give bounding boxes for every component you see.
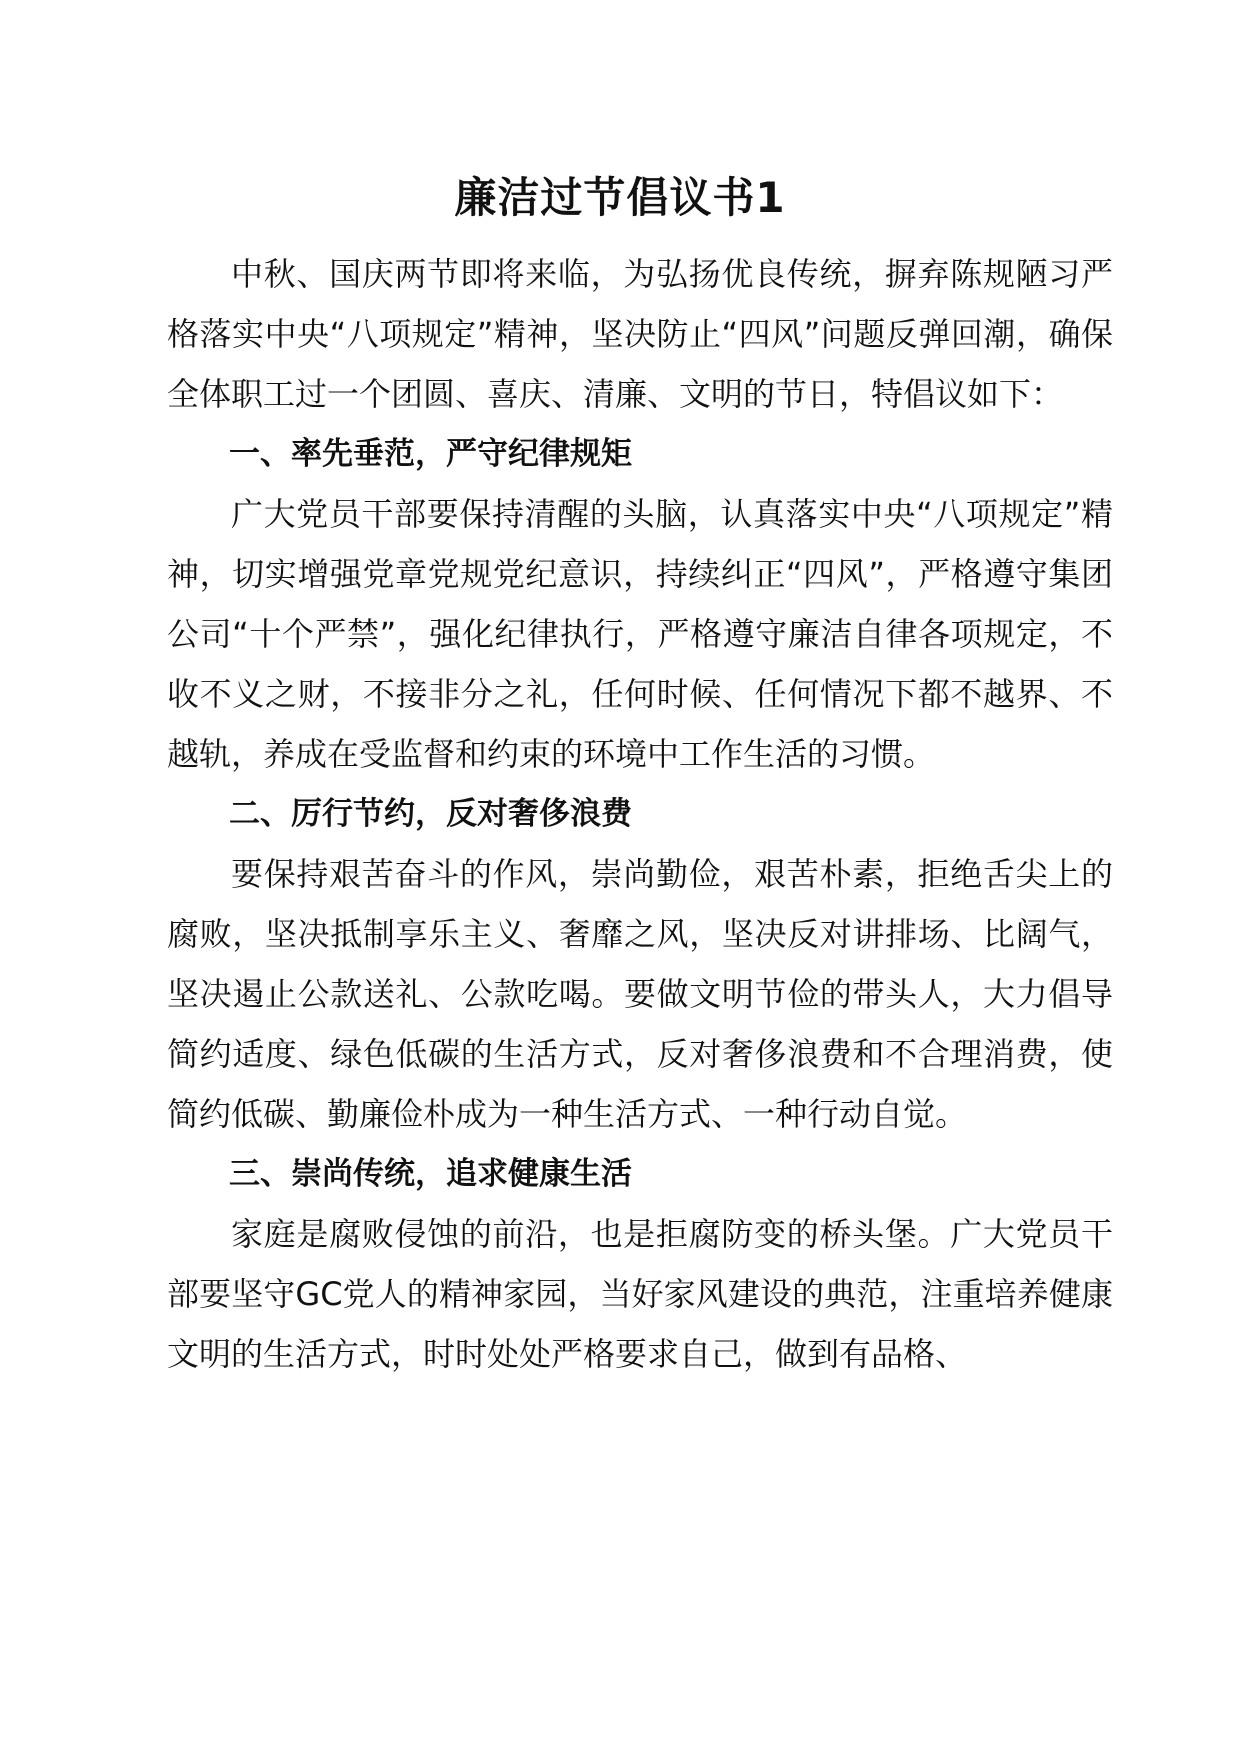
section-paragraph-2: 要保持艰苦奋斗的作风，崇尚勤俭，艰苦朴素，拒绝舌尖上的腐败，坚决抵制享乐主义、奢靡之风，坚决反对讲排场、比阔气，坚决遏止公款送礼、公款吃喝。要做文明节俭的带头人，大力倡导简约适度、绿色低碳的生活方式，反对奢侈浪费和不合理消费，使简约低碳、勤廉俭朴成为一种生活方式、一种行动自觉。: [167, 855, 1113, 1133]
section-heading-2: 二、厉行节约，反对奢侈浪费: [229, 796, 632, 832]
section-heading-1: 一、率先垂范，严守纪律规矩: [229, 436, 632, 472]
document-body: [167, 244, 1113, 1384]
section-paragraph-1: 广大党员干部要保持清醒的头脑，认真落实中央“八项规定”精神，切实增强党章党规党纪意识，持续纠正“四风”，严格遵守集团公司“十个严禁”，强化纪律执行，严格遵守廉洁自律各项规定，不收不义之财，不接非分之礼，任何时候、任何情况下都不越界、不越轨，养成在受监督和约束的环境中工作生活的习惯。: [167, 495, 1113, 773]
intro-paragraph: 中秋、国庆两节即将来临，为弘扬优良传统，摒弃陈规陋习严格落实中央“八项规定”精神，坚决防止“四风”问题反弹回潮，确保全体职工过一个团圆、喜庆、清廉、文明的节日，特倡议如下：: [167, 255, 1113, 413]
section-paragraph-3: 家庭是腐败侵蚀的前沿，也是拒腐防变的桥头堡。广大党员干部要坚守GC党人的精神家园，当好家风建设的典范，注重培养健康文明的生活方式，时时处处严格要求自己，做到有品格、: [167, 1215, 1113, 1373]
section-heading-3: 三、崇尚传统，追求健康生活: [229, 1156, 632, 1192]
document-title: 廉洁过节倡议书1: [454, 173, 786, 222]
